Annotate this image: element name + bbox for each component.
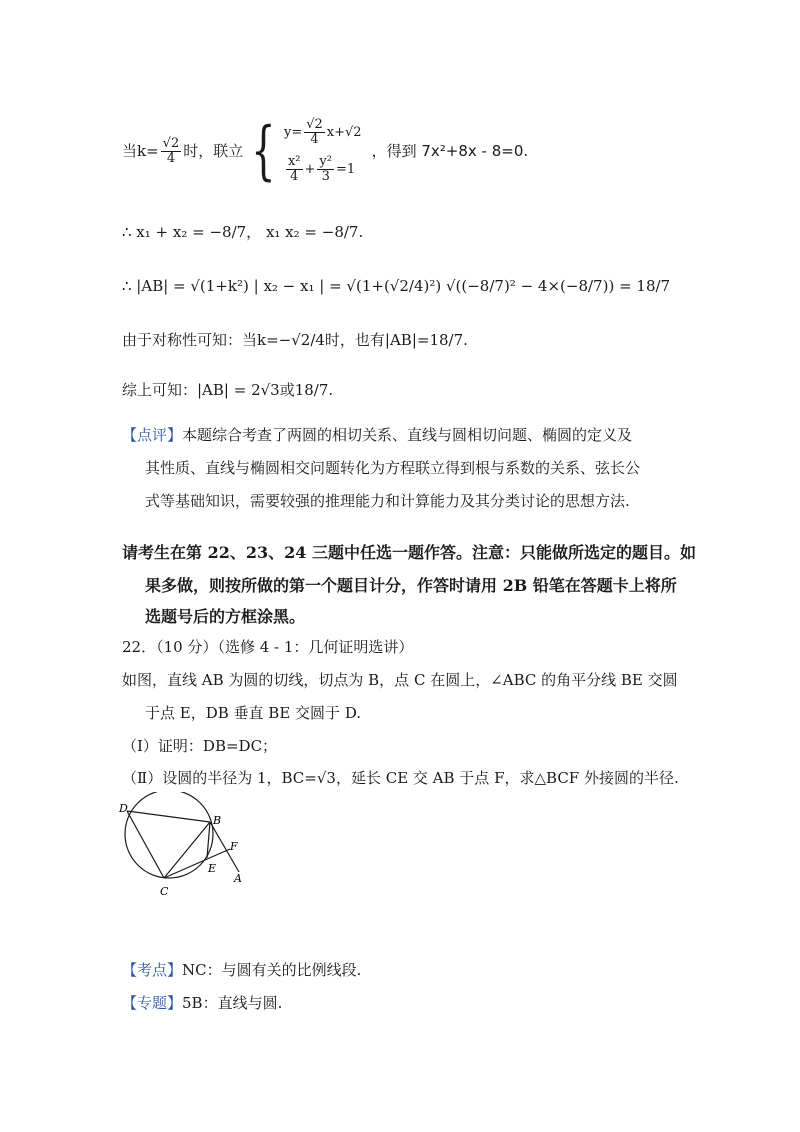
text-simultaneous: 时，联立 bbox=[183, 142, 244, 160]
zhuanti-text: 5B：直线与圆. bbox=[182, 994, 283, 1012]
eq2-frac-y bbox=[317, 155, 334, 184]
label-c: C bbox=[160, 885, 169, 898]
q22-line-2: 于点 E，DB 垂直 BE 交圆于 D. bbox=[145, 704, 362, 722]
eq1-frac bbox=[304, 118, 325, 147]
text-result-quadratic: ，得到 7x²+8x - 8=0. bbox=[371, 142, 529, 160]
line-chord-length: ∴ |AB| = √(1+k²) | x₂ − x₁ | = √(1+(√2/4)²) √((−8/7)² − 4×(−8/7)) = 18/7 bbox=[122, 277, 671, 295]
comment-line-2: 其性质、直线与椭圆相交问题转化为方程联立得到根与系数的关系、弦长公 bbox=[145, 459, 641, 477]
eq2-plus: + bbox=[304, 161, 316, 177]
left-brace: { bbox=[251, 114, 276, 188]
label-d: D bbox=[119, 802, 128, 815]
label-e: E bbox=[208, 862, 217, 875]
comment-line-3: 式等基础知识，需要较强的推理能力和计算能力及其分类讨论的思想方法. bbox=[145, 492, 630, 510]
eq2-x-num: x² bbox=[287, 154, 301, 169]
comment-line-1 bbox=[122, 425, 632, 445]
segment-dc bbox=[127, 811, 164, 878]
label-b: B bbox=[213, 814, 222, 827]
line-vieta: ∴ x₁ + x₂ = −8/7， x₁ x₂ = −8/7. bbox=[122, 223, 364, 241]
q22-line-1: 如图，直线 AB 为圆的切线，切点为 B，点 C 在圆上，∠ABC 的角平分线 BE 交圆 bbox=[122, 671, 678, 689]
equation-system bbox=[284, 118, 362, 184]
fraction-den: 4 bbox=[166, 150, 176, 166]
equation-line-2 bbox=[284, 155, 362, 184]
kaodian-tag: 【考点】 bbox=[122, 961, 183, 979]
q22-line-4: （Ⅱ）设圆的半径为 1，BC=√3，延长 CE 交 AB 于点 F，求△BCF 外接圆的半径. bbox=[122, 769, 679, 787]
line-system bbox=[122, 106, 528, 196]
segment-db bbox=[127, 811, 210, 822]
comment-tag: 【点评】 bbox=[122, 426, 183, 444]
zhuanti-tag: 【专题】 bbox=[122, 994, 183, 1012]
equation-line-1 bbox=[284, 118, 362, 147]
eq2-y-den: 3 bbox=[321, 169, 330, 184]
geometry-figure bbox=[112, 792, 262, 902]
kaodian-line bbox=[122, 960, 361, 980]
text-when-k: 当k= bbox=[122, 142, 159, 160]
notice-line-2: 果多做，则按所做的第一个题目计分，作答时请用 2B 铅笔在答题卡上将所 bbox=[145, 576, 677, 595]
eq2-frac-x bbox=[286, 155, 303, 184]
eq2-eq1: =1 bbox=[335, 161, 356, 177]
segment-ce-extended bbox=[164, 849, 230, 878]
zhuanti-line bbox=[122, 993, 282, 1013]
q22-heading: 22．（10 分）（选修 4 - 1：几何证明选讲） bbox=[122, 638, 414, 656]
eq1-num: √2 bbox=[306, 117, 323, 132]
eq1-den: 4 bbox=[310, 132, 319, 147]
segment-bc bbox=[164, 822, 210, 878]
kaodian-text: NC：与圆有关的比例线段. bbox=[182, 961, 362, 979]
notice-line-3: 选题号后的方框涂黑。 bbox=[145, 607, 306, 626]
eq1-tail: x+√2 bbox=[326, 124, 362, 140]
eq2-y-num: y² bbox=[319, 154, 332, 169]
label-f: F bbox=[230, 840, 238, 853]
line-conclusion: 综上可知：|AB| = 2√3或18/7. bbox=[122, 381, 334, 399]
line-symmetry: 由于对称性可知：当k=−√2/4时，也有|AB|=18/7. bbox=[122, 331, 468, 349]
label-a: A bbox=[234, 872, 242, 885]
eq2-x-den: 4 bbox=[290, 169, 299, 184]
eq1-y: y= bbox=[283, 124, 303, 140]
notice-line-1: 请考生在第 22、23、24 三题中任选一题作答。注意：只能做所选定的题目。如 bbox=[122, 543, 696, 562]
comment-text-1: 本题综合考查了两圆的相切关系、直线与圆相切问题、椭圆的定义及 bbox=[182, 426, 633, 444]
q22-line-3: （Ⅰ）证明：DB=DC； bbox=[122, 737, 278, 755]
fraction-k bbox=[161, 137, 182, 166]
fraction-num: √2 bbox=[162, 135, 180, 151]
